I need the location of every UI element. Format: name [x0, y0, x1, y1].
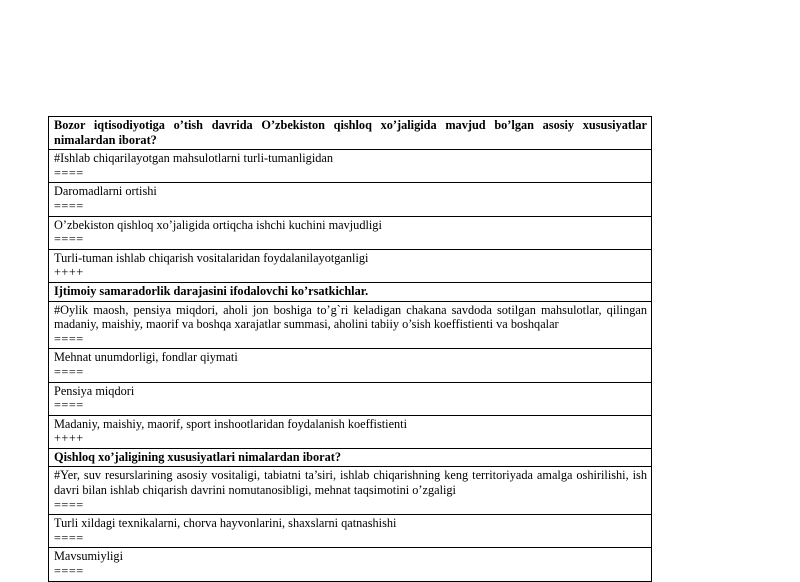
answer-text: Pensiya miqdori: [54, 383, 135, 398]
answer-row: [49, 182, 651, 215]
answer-text: Turli-tuman ishlab chiqarish vositalaridan foydalanilayotganligi: [54, 250, 369, 265]
answer-separator: ++++: [54, 431, 84, 446]
answer-separator: ====: [54, 364, 84, 379]
answer-text: #Oylik maosh, pensiya miqdori, aholi jon boshiga to’g`ri keladigan chakana savdoda sotilgan mahsulotlar, qilingan madaniy, maishiy, maorif va boshqa xarajatlar summasi, aholini tabiiy o’sish koeffistienti va boshqalar: [54, 302, 647, 332]
answer-row: [49, 301, 651, 349]
answer-row: [49, 514, 651, 547]
answer-text: Mavsumiyligi: [54, 549, 124, 564]
answer-text: Madaniy, maishiy, maorif, sport inshootlaridan foydalanish koeffistienti: [54, 416, 408, 431]
answer-row: [49, 249, 651, 282]
question-row: [49, 117, 651, 149]
answer-row: [49, 415, 651, 448]
answer-row: [49, 547, 651, 580]
answer-text: O’zbekiston qishloq xo’jaligida ortiqcha ishchi kuchini mavjudligi: [54, 217, 382, 232]
answer-separator: ====: [54, 165, 84, 180]
question-row: [49, 448, 651, 467]
answer-separator: ++++: [54, 265, 84, 280]
question-text: Bozor iqtisodiyotiga o’tish davrida O’zbekiston qishloq xo’jaligida mavjud bo’lgan asosiy xususiyatlar nimalardan iborat?: [54, 118, 647, 147]
question-table: [48, 116, 652, 582]
answer-separator: ====: [54, 198, 84, 213]
question-row: [49, 282, 651, 301]
answer-row: [49, 149, 651, 182]
answer-row: [49, 382, 651, 415]
question-text: Qishloq xo’jaligining xususiyatlari nimalardan iborat?: [54, 449, 341, 464]
answer-row: [49, 348, 651, 381]
answer-text: Daromadlarni ortishi: [54, 184, 157, 199]
answer-separator: ====: [54, 331, 84, 346]
question-text: Ijtimoiy samaradorlik darajasini ifodalovchi ko’rsatkichlar.: [54, 283, 369, 298]
answer-separator: ====: [54, 564, 84, 579]
answer-text: Mehnat unumdorligi, fondlar qiymati: [54, 350, 238, 365]
answer-row: [49, 216, 651, 249]
answer-separator: ====: [54, 398, 84, 413]
answer-separator: ====: [54, 530, 84, 545]
answer-separator: ====: [54, 232, 84, 247]
answer-text: #Ishlab chiqarilayotgan mahsulotlarni turli-tumanligidan: [54, 151, 334, 166]
answer-separator: ====: [54, 497, 84, 512]
answer-text: #Yer, suv resurslarining asosiy vositaligi, tabiatni ta’siri, ishlab chiqarishning keng territoriyada amalga oshirilishi, ish davri bilan ishlab chiqarish davrini nomutanosibligi, mehnat taqsimotini o’zgaligi: [54, 468, 647, 498]
answer-text: Turli xildagi texnikalarni, chorva hayvonlarini, shaxslarni qatnashishi: [54, 516, 397, 531]
answer-row: [49, 466, 651, 514]
